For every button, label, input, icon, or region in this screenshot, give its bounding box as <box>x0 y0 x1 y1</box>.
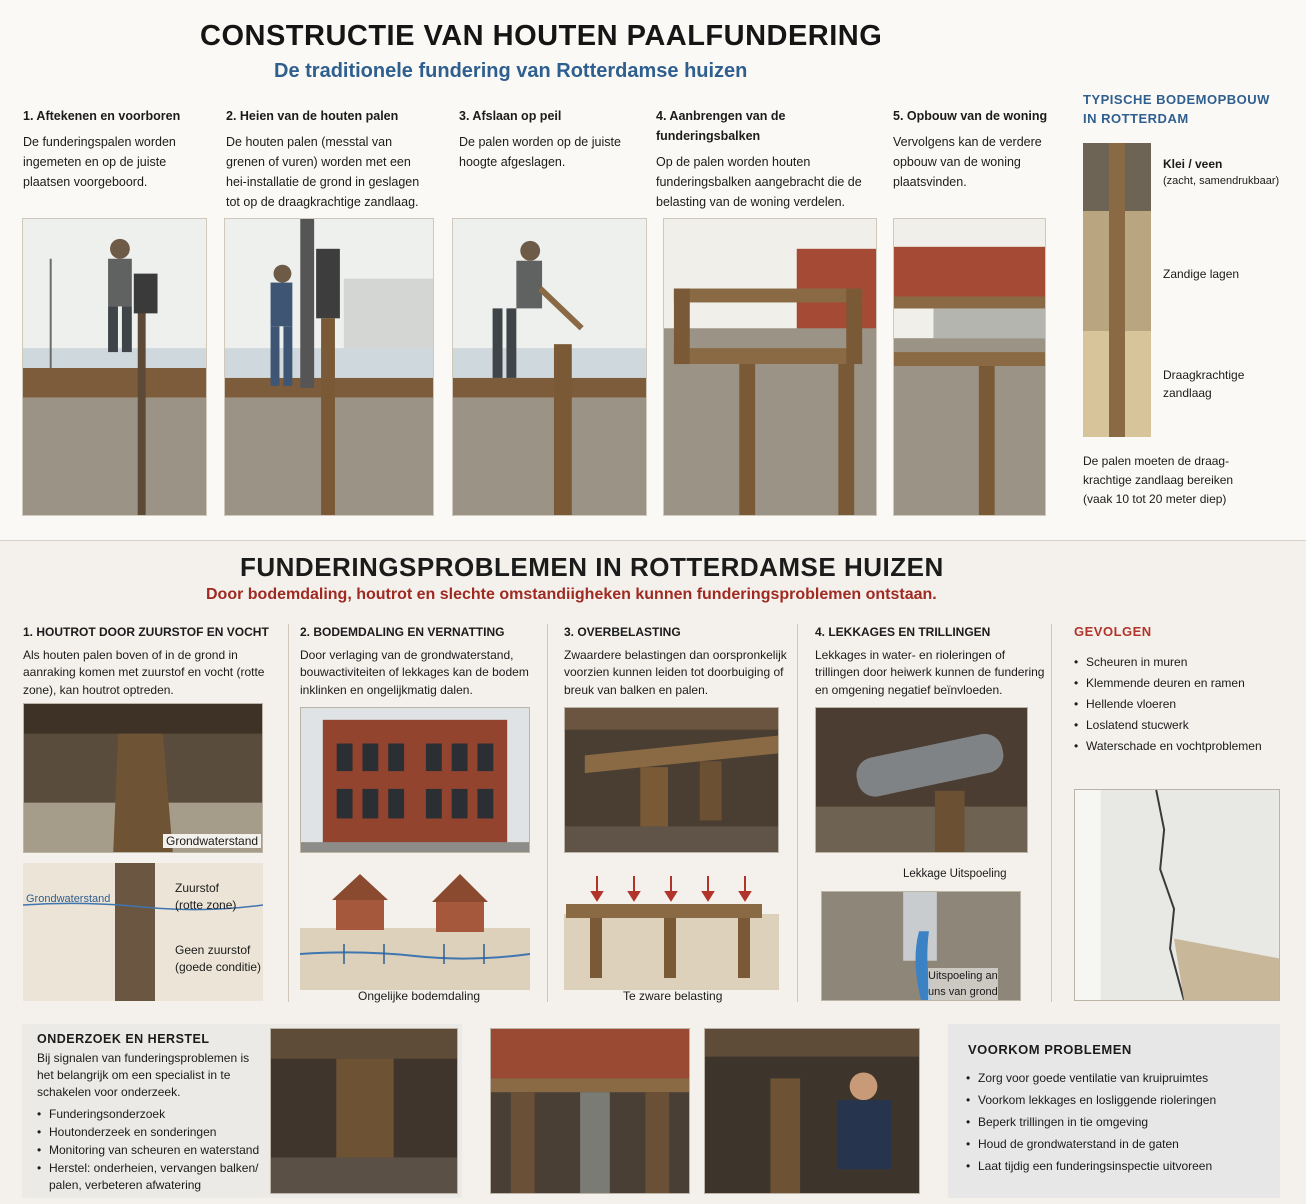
step-5 <box>893 106 1053 192</box>
step-title: 4. Aanbrengen van de funderingsbalken <box>656 109 786 143</box>
problem-3 <box>564 624 789 699</box>
rotten-pile-label: Grondwaterstand <box>163 834 261 848</box>
problems-subtitle: Door bodemdaling, houtrot en slechte omstandiigheken kunnen funderingsproblemen ontstaan. <box>206 586 937 603</box>
list-item: • Monitoring van scheuren en waterstand <box>37 1142 262 1159</box>
soil-profile <box>1083 143 1151 437</box>
soil-layer-2: Zandige lagen <box>1163 267 1240 281</box>
list-item: • Laat tijdig een funderingsinspectie uitvoreen <box>966 1159 1266 1173</box>
inspection-pile-photo <box>270 1028 458 1194</box>
leakage-bottom-1: Uitspoeling an <box>928 970 998 982</box>
step-text: De funderingspalen worden ingemeten en op de juiste plaatsen voorgeboord. <box>23 135 176 189</box>
step-text: Vervolgens kan de verdere opbouw van de woning plaatsvinden. <box>893 135 1042 189</box>
step-3 <box>459 106 634 172</box>
problem-text: Als houten palen boven of in de grond in aanraking komen met zuurstof en vocht (rotte zone), kan houtrot optreden. <box>23 647 265 697</box>
list-item: • Voorkom lekkages en losliggende rioleringen <box>966 1093 1266 1107</box>
subsidence-diagram <box>300 866 530 990</box>
step-title: 5. Opbouw van de woning <box>893 109 1048 123</box>
step-title: 3. Afslaan op peil <box>459 109 562 123</box>
soil-layer-3: Draagkrachtige zandlaag <box>1163 368 1245 400</box>
problem-text: Door verlaging van de grondwaterstand, bouwactiviteiten of lekkages kan de bodem inklinken en ongelijkmatig dalen. <box>300 647 529 697</box>
step-1 <box>23 106 198 192</box>
step-1-illustration <box>22 218 207 516</box>
divider <box>1051 624 1052 1002</box>
problem-title: 3. OVERBELASTING <box>564 625 681 639</box>
step-2-illustration <box>224 218 434 516</box>
voorkom-title: VOORKOM PROBLEMEN <box>968 1042 1132 1057</box>
divider <box>547 624 548 1002</box>
voorkom-list <box>966 1071 1266 1181</box>
divider <box>797 624 798 1002</box>
soil-layer-1-note: (zacht, samendrukbaar) <box>1163 175 1280 187</box>
no-oxygen-label <box>175 942 261 976</box>
foundation-repair-photo <box>490 1028 690 1194</box>
step-4 <box>656 106 881 212</box>
oxygen-label-1b: (rotte zone) <box>175 898 237 912</box>
soil-layer-1 <box>1163 156 1279 189</box>
leaking-pipe-photo <box>815 707 1028 853</box>
overload-diagram <box>564 870 779 990</box>
step-text: De houten palen (messtal van grenen of vuren) worden met een hei-installatie de grond in geslagen tot op de draagkrachtige zandlaag. <box>226 135 420 209</box>
specialist-photo <box>704 1028 920 1194</box>
no-oxygen-label-1: Geen zuurstof <box>175 943 251 957</box>
list-item: • Funderingsonderzoek <box>37 1106 262 1123</box>
step-title: 1. Aftekenen en voorboren <box>23 109 181 123</box>
overloaded-beams-photo <box>564 707 779 853</box>
list-item: • Scheuren in muren <box>1074 655 1289 669</box>
problem-title: 1. HOUTROT DOOR ZUURSTOF EN VOCHT <box>23 625 269 639</box>
problem-title: 2. BODEMDALING EN VERNATTING <box>300 625 505 639</box>
step-text: Op de palen worden houten funderingsbalken aangebracht die de belasting van de woning verdelen. <box>656 155 862 209</box>
list-item: • Loslatend stucwerk <box>1074 718 1289 732</box>
cracked-wall-photo <box>1074 789 1280 1001</box>
step-2 <box>226 106 431 212</box>
soil-layer-1-name: Klei / veen <box>1163 157 1223 171</box>
soil-title: TYPISCHE BODEMOPBOUW IN ROTTERDAM <box>1083 92 1270 126</box>
divider <box>288 624 289 1002</box>
gevolgen-title: GEVOLGEN <box>1074 624 1152 639</box>
problems-title: FUNDERINGSPROBLEMEN IN ROTTERDAMSE HUIZEN <box>240 552 944 582</box>
step-text: De palen worden op de juiste hoogte afgeslagen. <box>459 135 621 169</box>
onderzoek-list <box>37 1106 262 1195</box>
no-oxygen-label-1b: (goede conditie) <box>175 960 262 974</box>
leakage-bottom-2: uns van grond <box>928 986 998 998</box>
overload-caption: Te zware belasting <box>623 989 723 1003</box>
step-3-illustration <box>452 218 647 516</box>
step-4-illustration <box>663 218 877 516</box>
leakage-top-label: Lekkage Uitspoeling <box>903 868 1007 880</box>
list-item: • Klemmende deuren en ramen <box>1074 676 1289 690</box>
groundwater-label: Grondwaterstand <box>26 893 111 905</box>
list-item: • Beperk trillingen in tie omgeving <box>966 1115 1266 1129</box>
rotten-pile-photo <box>23 703 263 853</box>
onderzoek-text: Bij signalen van funderingsproblemen is het belangrijk om een specialist in te schakelen voor onderzeek. <box>37 1051 250 1099</box>
brick-house-photo <box>300 707 530 853</box>
list-item: • Herstel: onderheien, vervangen balken/ palen, verbeteren afwatering <box>37 1160 262 1194</box>
onderzoek-title: ONDERZOEK EN HERSTEL <box>37 1032 210 1046</box>
leakage-bottom-label <box>928 968 998 1000</box>
problem-2 <box>300 624 535 699</box>
gevolgen-list <box>1074 655 1289 760</box>
problem-1 <box>23 624 273 699</box>
step-5-illustration <box>893 218 1046 516</box>
oxygen-label <box>175 880 236 914</box>
step-title: 2. Heien van de houten palen <box>226 109 399 123</box>
problem-text: Lekkages in water- en rioleringen of trillingen door heiwerk kunnen de fundering en omgening negatief beïnvloeden. <box>815 647 1045 697</box>
oxygen-label-1: Zuurstof <box>175 881 220 895</box>
page-title: CONSTRUCTIE VAN HOUTEN PAALFUNDERING <box>200 20 883 52</box>
problem-title: 4. LEKKAGES EN TRILLINGEN <box>815 625 991 639</box>
list-item: • Waterschade en vochtproblemen <box>1074 739 1289 753</box>
list-item: • Hellende vloeren <box>1074 697 1289 711</box>
page-subtitle: De traditionele fundering van Rotterdamse huizen <box>274 60 748 82</box>
problem-4 <box>815 624 1050 699</box>
list-item: • Zorg voor goede ventilatie van kruipruimtes <box>966 1071 1266 1085</box>
list-item: • Houd de grondwaterstand in de gaten <box>966 1137 1266 1151</box>
problem-text: Zwaardere belastingen dan oorspronkelijk voorzien kunnen leiden tot doorbuiging of breuk van balken en palen. <box>564 647 787 697</box>
soil-note: De palen moeten de draag-krachtige zandlaag bereiken (vaak 10 tot 20 meter diep) <box>1083 454 1234 506</box>
subsidence-caption: Ongelijke bodemdaling <box>358 989 481 1003</box>
list-item: • Houtonderzeek en sonderingen <box>37 1124 262 1141</box>
